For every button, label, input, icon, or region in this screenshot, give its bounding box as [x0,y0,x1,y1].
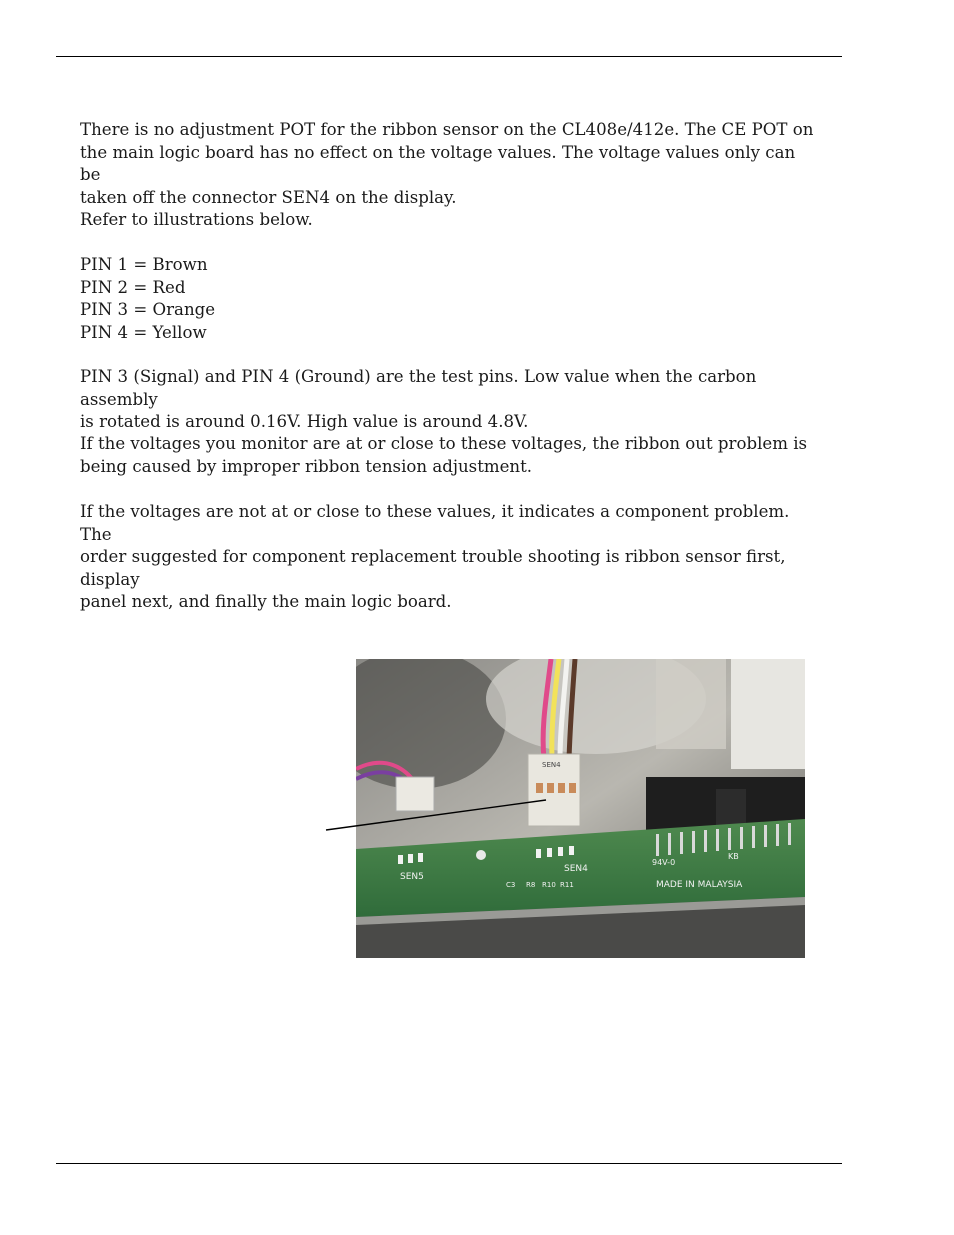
notclose-line-1: If the voltages are not at or close to these values, it indicates a component problem. The [80,502,790,544]
header-rule [56,56,842,57]
test-line-1: PIN 3 (Signal) and PIN 4 (Ground) are the test pins. Low value when the carbon assembly [80,367,757,409]
photo-illustration [356,659,805,958]
notclose-line-3: panel next, and finally the main logic board. [80,592,452,611]
test-paragraph [80,366,820,434]
close-line-1: If the voltages you monitor are at or close to these voltages, the ribbon out problem is [80,434,808,453]
board-label-c3: C3 [506,881,516,889]
pin-list [80,254,820,344]
intro-line-2: the main logic board has no effect on the voltage values. The voltage values only can be [80,142,796,184]
notclose-paragraph [80,501,820,614]
intro-paragraph [80,119,820,209]
close-paragraph [80,433,820,478]
sen4-connector-photo [356,659,805,958]
close-line-2: being caused by improper ribbon tension adjustment. [80,456,533,476]
footer-rule [56,1163,842,1164]
pin-item-1: PIN 1 = Brown [80,255,208,274]
board-label-sen5: SEN5 [400,872,424,882]
test-line-2: is rotated is around 0.16V. High value is around 4.8V. [80,412,529,431]
board-label-kb: KB [728,852,739,861]
board-label-made-in: MADE IN MALAYSIA [656,880,743,890]
pin-item-4: PIN 4 = Yellow [80,322,207,342]
pin-item-2: PIN 2 = Red [80,277,186,297]
board-label-rating: 94V-0 [652,858,676,867]
refer-line: Refer to illustrations below. [80,210,313,229]
connector-label: SEN4 [542,761,561,769]
board-label-r11: R11 [560,881,574,889]
pin-item-3: PIN 3 = Orange [80,300,216,319]
notclose-line-2: order suggested for component replacement trouble shooting is ribbon sensor first, display [80,547,786,589]
board-label-sen4: SEN4 [564,864,588,874]
board-label-r10: R10 [542,881,556,889]
board-label-r8: R8 [526,881,536,889]
refer-paragraph [80,209,820,232]
intro-line-1: There is no adjustment POT for the ribbon sensor on the CL408e/412e. The CE POT on [80,120,814,139]
intro-line-3: taken off the connector SEN4 on the display. [80,187,457,207]
